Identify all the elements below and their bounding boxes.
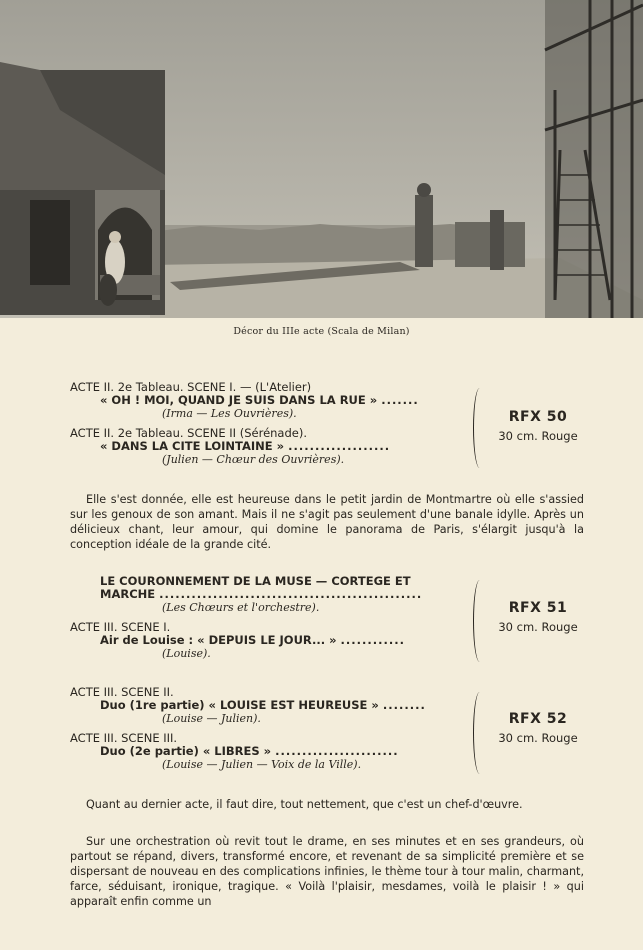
leader-dots: ................... <box>288 440 391 453</box>
photo-caption: Décor du IIIe acte (Scala de Milan) <box>233 326 410 337</box>
track-title-text: « DANS LA CITE LOINTAINE » <box>100 440 285 453</box>
record-spec: 30 cm. Rouge <box>498 429 578 443</box>
record-spec: 30 cm. Rouge <box>498 620 578 634</box>
recording-group-1 <box>70 381 465 466</box>
track-title-text: MARCHE <box>100 588 156 601</box>
track-title <box>70 588 465 601</box>
recording-group-3 <box>70 686 465 771</box>
track-reference: ACTE II. 2e Tableau. SCENE II (Sérénade). <box>70 427 307 440</box>
track-reference: ACTE II. 2e Tableau. SCENE I. — (L'Atelier) <box>70 381 312 394</box>
track-title <box>70 440 465 453</box>
track-performers: (Les Chœurs et l'orchestre). <box>162 601 320 614</box>
track-reference: ACTE III. SCENE II. <box>70 686 174 699</box>
leader-dots: ....... <box>381 394 419 407</box>
record-code: RFX 50 <box>508 409 568 425</box>
track-performers: (Irma — Les Ouvrières). <box>162 407 297 420</box>
recording-group-2 <box>70 575 465 660</box>
leader-dots: ........ <box>382 699 426 712</box>
record-code: RFX 51 <box>508 600 568 616</box>
track-title <box>70 634 465 647</box>
track-title-text: Air de Louise : « DEPUIS LE JOUR... » <box>100 634 337 647</box>
commentary-paragraph <box>70 492 584 552</box>
track-title <box>70 699 465 712</box>
leader-dots: ................................................. <box>159 588 423 601</box>
record-code: RFX 52 <box>508 711 568 727</box>
track-title-text: Duo (2e partie) « LIBRES » <box>100 745 272 758</box>
track-title: LE COURONNEMENT DE LA MUSE — CORTEGE ET <box>100 575 411 588</box>
track-reference: ACTE III. SCENE I. <box>70 621 171 634</box>
record-info <box>483 600 593 634</box>
leader-dots: ............ <box>340 634 405 647</box>
track-title-text: Duo (1re partie) « LOUISE EST HEUREUSE » <box>100 699 379 712</box>
paragraph-text: Quant au dernier acte, il faut dire, tout nettement, que c'est un chef-d'œuvre. <box>86 798 523 811</box>
track-title <box>70 745 465 758</box>
track-performers: (Louise — Julien — Voix de la Ville). <box>162 758 362 771</box>
leader-dots: ....................... <box>275 745 399 758</box>
stage-set-photo <box>0 0 643 318</box>
record-info <box>483 711 593 745</box>
paragraph-text: Sur une orchestration où revit tout le drame, en ses minutes et en ses grandeurs, où partout se répand, divers, transformé encore, et revenant de sa simplicité première et se dispersant de nouveau en des complications infinies, le thème tour à tour malin, charmant, farce, séduisant, ironique, tragique. « Voilà l'plaisir, mesdames, voilà le plaisir ! » qui apparaît enfin comme un <box>70 835 584 908</box>
record-info <box>483 409 593 443</box>
record-spec: 30 cm. Rouge <box>498 731 578 745</box>
track-title <box>70 394 465 407</box>
stage-set-illustration <box>0 0 643 318</box>
track-performers: (Julien — Chœur des Ouvrières). <box>162 453 345 466</box>
track-performers: (Louise — Julien). <box>162 712 261 725</box>
track-reference: ACTE III. SCENE III. <box>70 732 178 745</box>
commentary-paragraph <box>70 834 584 909</box>
commentary-paragraph <box>70 797 584 812</box>
track-title-text: « OH ! MOI, QUAND JE SUIS DANS LA RUE » <box>100 394 378 407</box>
track-performers: (Louise). <box>162 647 211 660</box>
paragraph-text: Elle s'est donnée, elle est heureuse dans le petit jardin de Montmartre où elle s'assied sur les genoux de son amant. Mais il ne s'agit pas seulement d'une banale idylle. Après un délicieux chant, leur amour, qui domine le panorama de Paris, s'élargit jusqu'à la conception idéale de la grande cité. <box>70 493 584 551</box>
